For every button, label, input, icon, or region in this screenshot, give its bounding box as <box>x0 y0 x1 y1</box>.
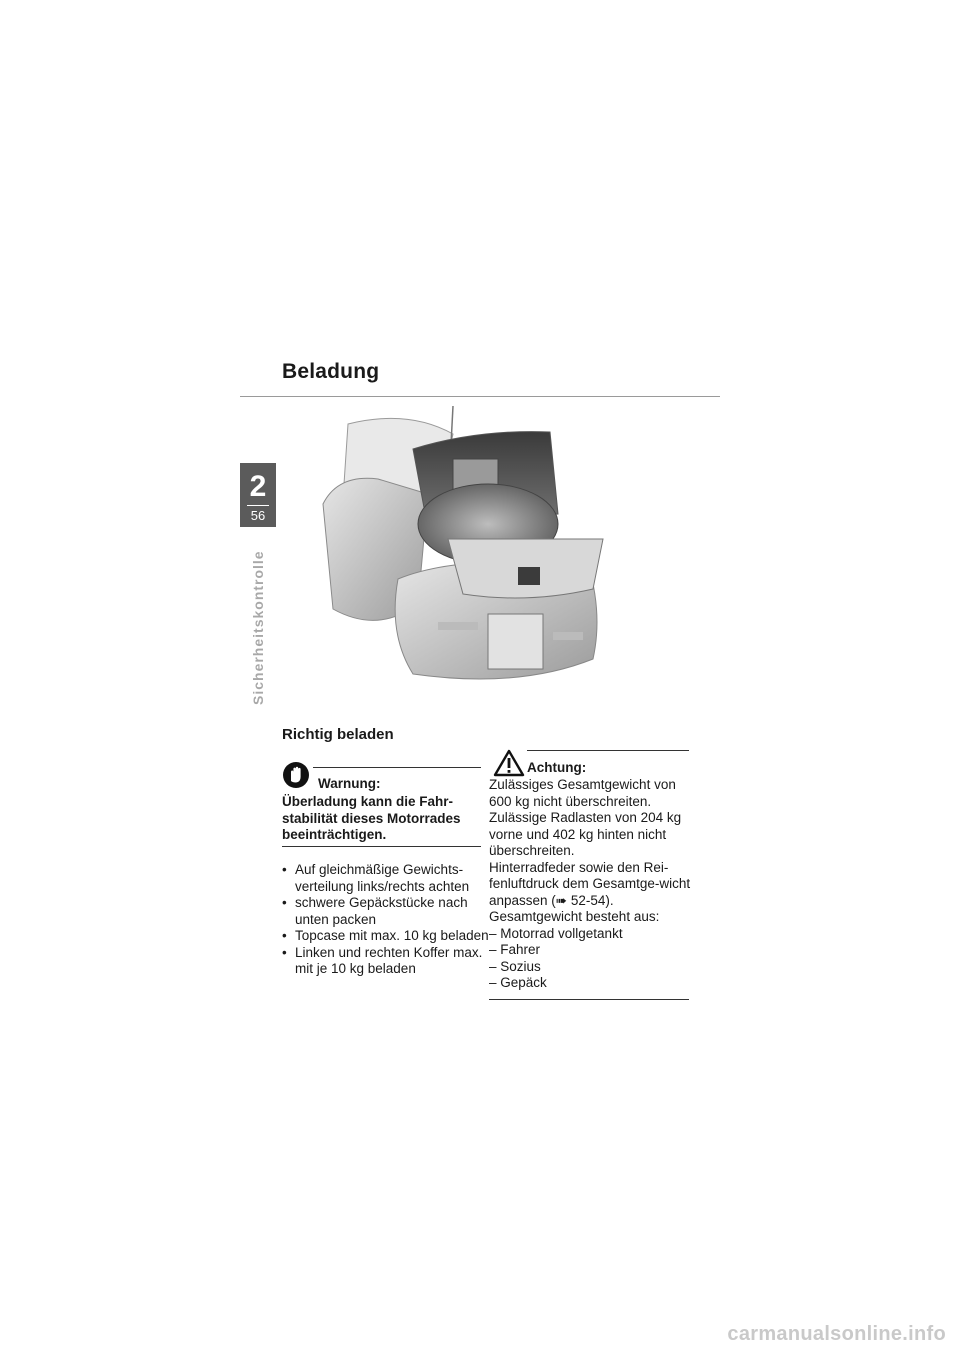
caution-line: – Fahrer <box>489 942 541 957</box>
side-section-label: Sicherheitskontrolle <box>250 550 266 705</box>
caution-text <box>489 777 694 992</box>
caution-line: Zulässige Radlasten von 204 kg vorne und 402 kg hinten nicht überschreiten. <box>489 810 682 858</box>
warning-title: Warnung: <box>318 776 381 791</box>
caution-rule-top <box>527 750 689 751</box>
caution-line: Gesamtgewicht besteht aus: <box>489 909 660 924</box>
loading-bullet-list <box>282 862 494 978</box>
warning-triangle-icon <box>492 748 526 778</box>
watermark: carmanualsonline.info <box>727 1323 946 1345</box>
list-item: • Auf gleichmäßige Gewichts-verteilung links/rechts achten <box>282 862 494 895</box>
caution-line: Zulässiges Gesamtgewicht von 600 kg nicht überschreiten. <box>489 777 676 809</box>
page-title: Beladung <box>282 360 380 383</box>
warning-rule-top <box>313 767 481 768</box>
section-heading: Richtig beladen <box>282 726 394 743</box>
warning-text: Überladung kann die Fahr-stabilität dieses Motorrades beeinträchtigen. <box>282 794 461 842</box>
list-item: • schwere Gepäckstücke nach unten packen <box>282 895 494 928</box>
list-item: • Linken und rechten Koffer max. mit je 10 kg beladen <box>282 945 494 978</box>
caution-rule-bottom <box>489 999 689 1000</box>
caution-title: Achtung: <box>527 760 587 775</box>
motorcycle-topcase-photo <box>318 404 620 690</box>
warning-rule-bottom <box>282 846 481 847</box>
chapter-tab-divider <box>247 505 269 506</box>
caution-line: – Sozius <box>489 958 541 974</box>
stop-hand-icon <box>282 761 310 789</box>
caution-line: – Motorrad vollgetankt <box>489 925 623 941</box>
title-divider <box>240 396 720 397</box>
list-item: • Topcase mit max. 10 kg beladen <box>282 928 494 945</box>
page-number: 56 <box>250 508 266 523</box>
caution-line: Hinterradfeder sowie den Rei-fenluftdruck dem Gesamtge-wicht anpassen (➠ 52-54). <box>489 859 691 908</box>
caution-line: – Gepäck <box>489 975 547 990</box>
chapter-number: 2 <box>249 470 267 503</box>
